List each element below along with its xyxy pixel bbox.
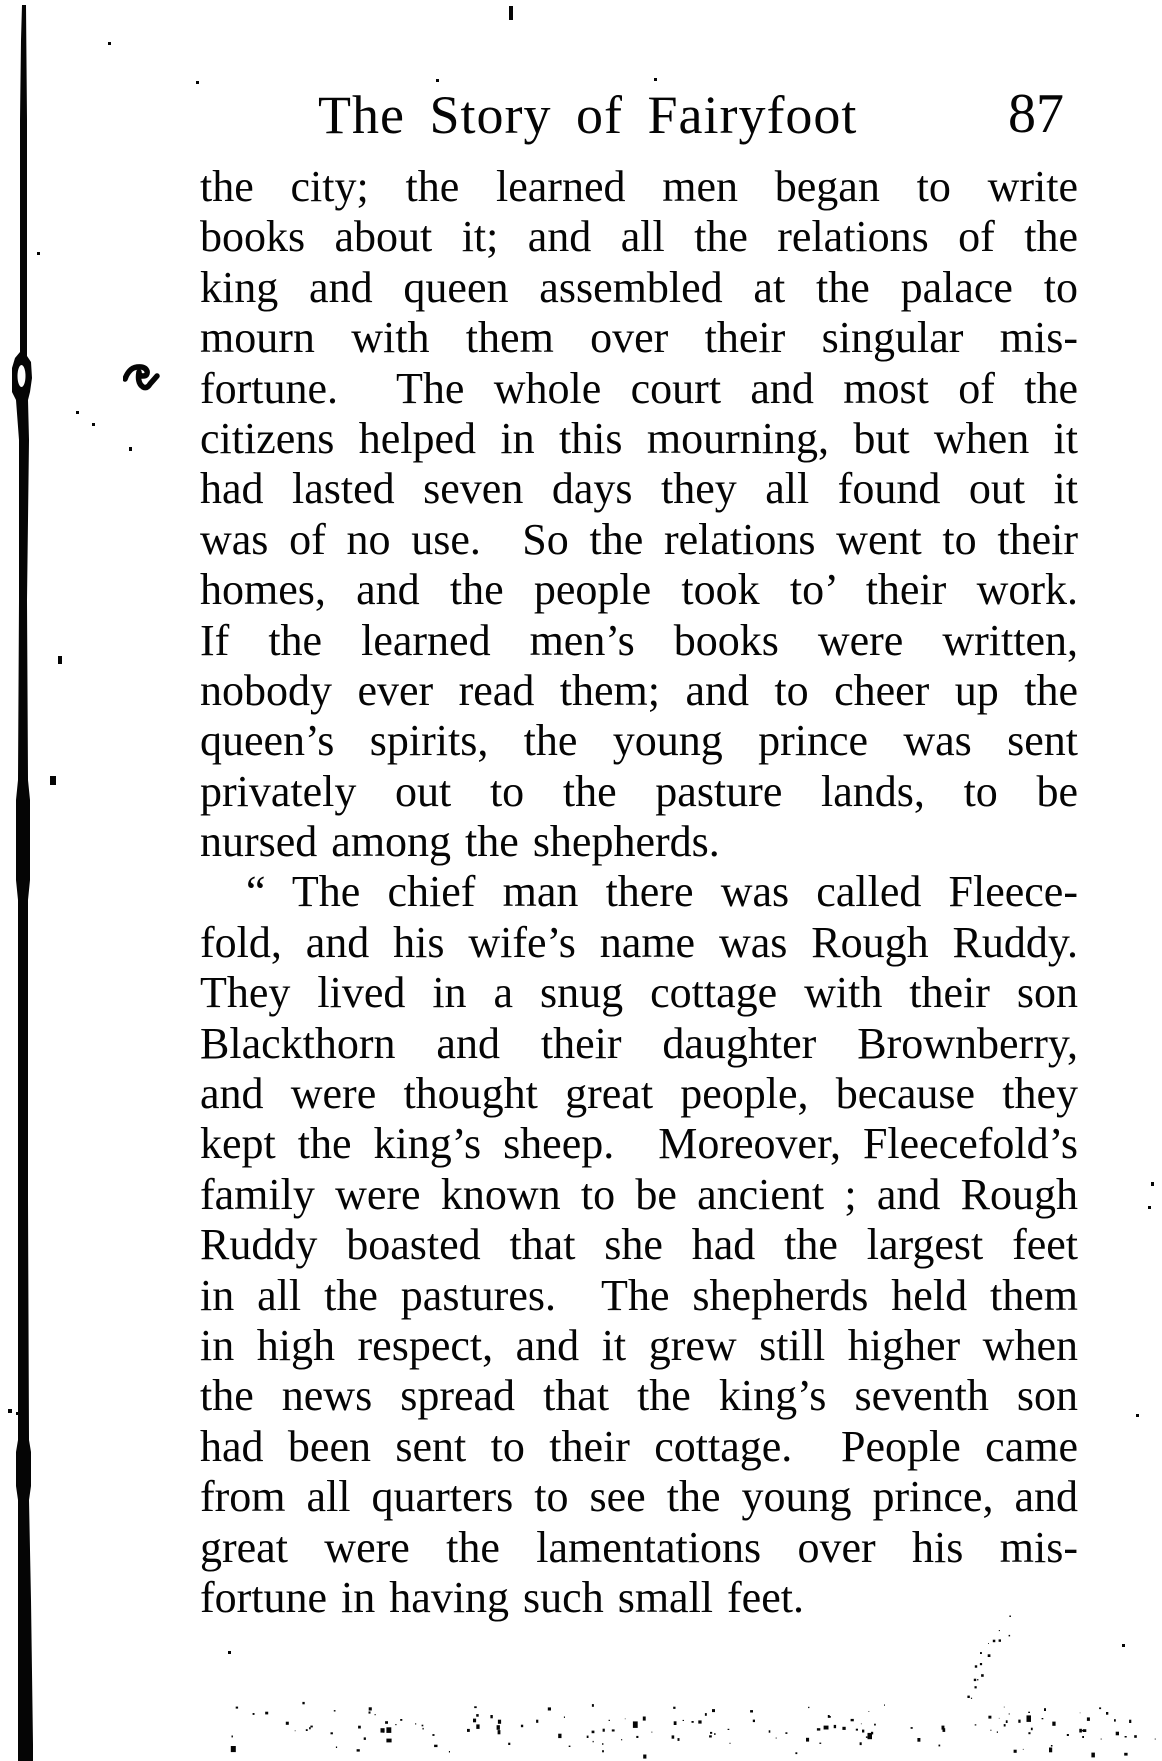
page-number: 87 (1008, 83, 1064, 145)
text-line: “ The chief man there was called Fleece- (246, 867, 1078, 917)
text-line: great were the lamentations over his mis- (200, 1522, 1078, 1572)
text-line: the news spread that the king’s seventh son (200, 1371, 1078, 1421)
text-line: mourn with them over their singular mis- (200, 313, 1078, 363)
text-line: citizens helped in this mourning, but when it (200, 413, 1078, 463)
text-line: had been sent to their cottage. People came (200, 1421, 1078, 1471)
text-line: homes, and the people took to’ their work. (200, 565, 1078, 615)
text-line: had lasted seven days they all found out it (200, 464, 1078, 514)
text-line: Ruddy boasted that she had the largest feet (200, 1220, 1078, 1270)
text-line: the city; the learned men began to write (200, 162, 1078, 211)
margin-ink-mark (123, 361, 163, 395)
text-line: If the learned men’s books were written, (200, 615, 1078, 665)
text-line: nobody ever read them; and to cheer up the (200, 665, 1078, 715)
text-line: family were known to be ancient ; and Rough (200, 1169, 1078, 1219)
body-text (200, 162, 1078, 1623)
text-line: Blackthorn and their daughter Brownberry, (200, 1018, 1078, 1068)
book-spine-line (0, 0, 60, 1761)
text-line: fortune. The whole court and most of the (200, 363, 1078, 413)
text-line: privately out to the pasture lands, to be (200, 766, 1078, 816)
text-line: was of no use. So the relations went to their (200, 514, 1078, 564)
text-line: books about it; and all the relations of the (200, 212, 1078, 262)
text-line: from all quarters to see the young prince, and (200, 1472, 1078, 1522)
text-line: fold, and his wife’s name was Rough Ruddy. (200, 917, 1078, 967)
text-line: nursed among the shepherds. (200, 817, 720, 867)
text-line: They lived in a snug cottage with their son (200, 968, 1078, 1018)
text-line: king and queen assembled at the palace to (200, 262, 1078, 312)
text-line: in all the pastures. The shepherds held them (200, 1270, 1078, 1320)
running-title: The Story of Fairyfoot (318, 85, 858, 145)
text-line: fortune in having such small feet. (200, 1572, 804, 1622)
text-line: in high respect, and it grew still higher when (200, 1320, 1078, 1370)
text-line: and were thought great people, because they (200, 1069, 1078, 1119)
text-line: queen’s spirits, the young prince was sent (200, 716, 1078, 766)
text-line: kept the king’s sheep. Moreover, Fleecefold’s (200, 1119, 1078, 1169)
